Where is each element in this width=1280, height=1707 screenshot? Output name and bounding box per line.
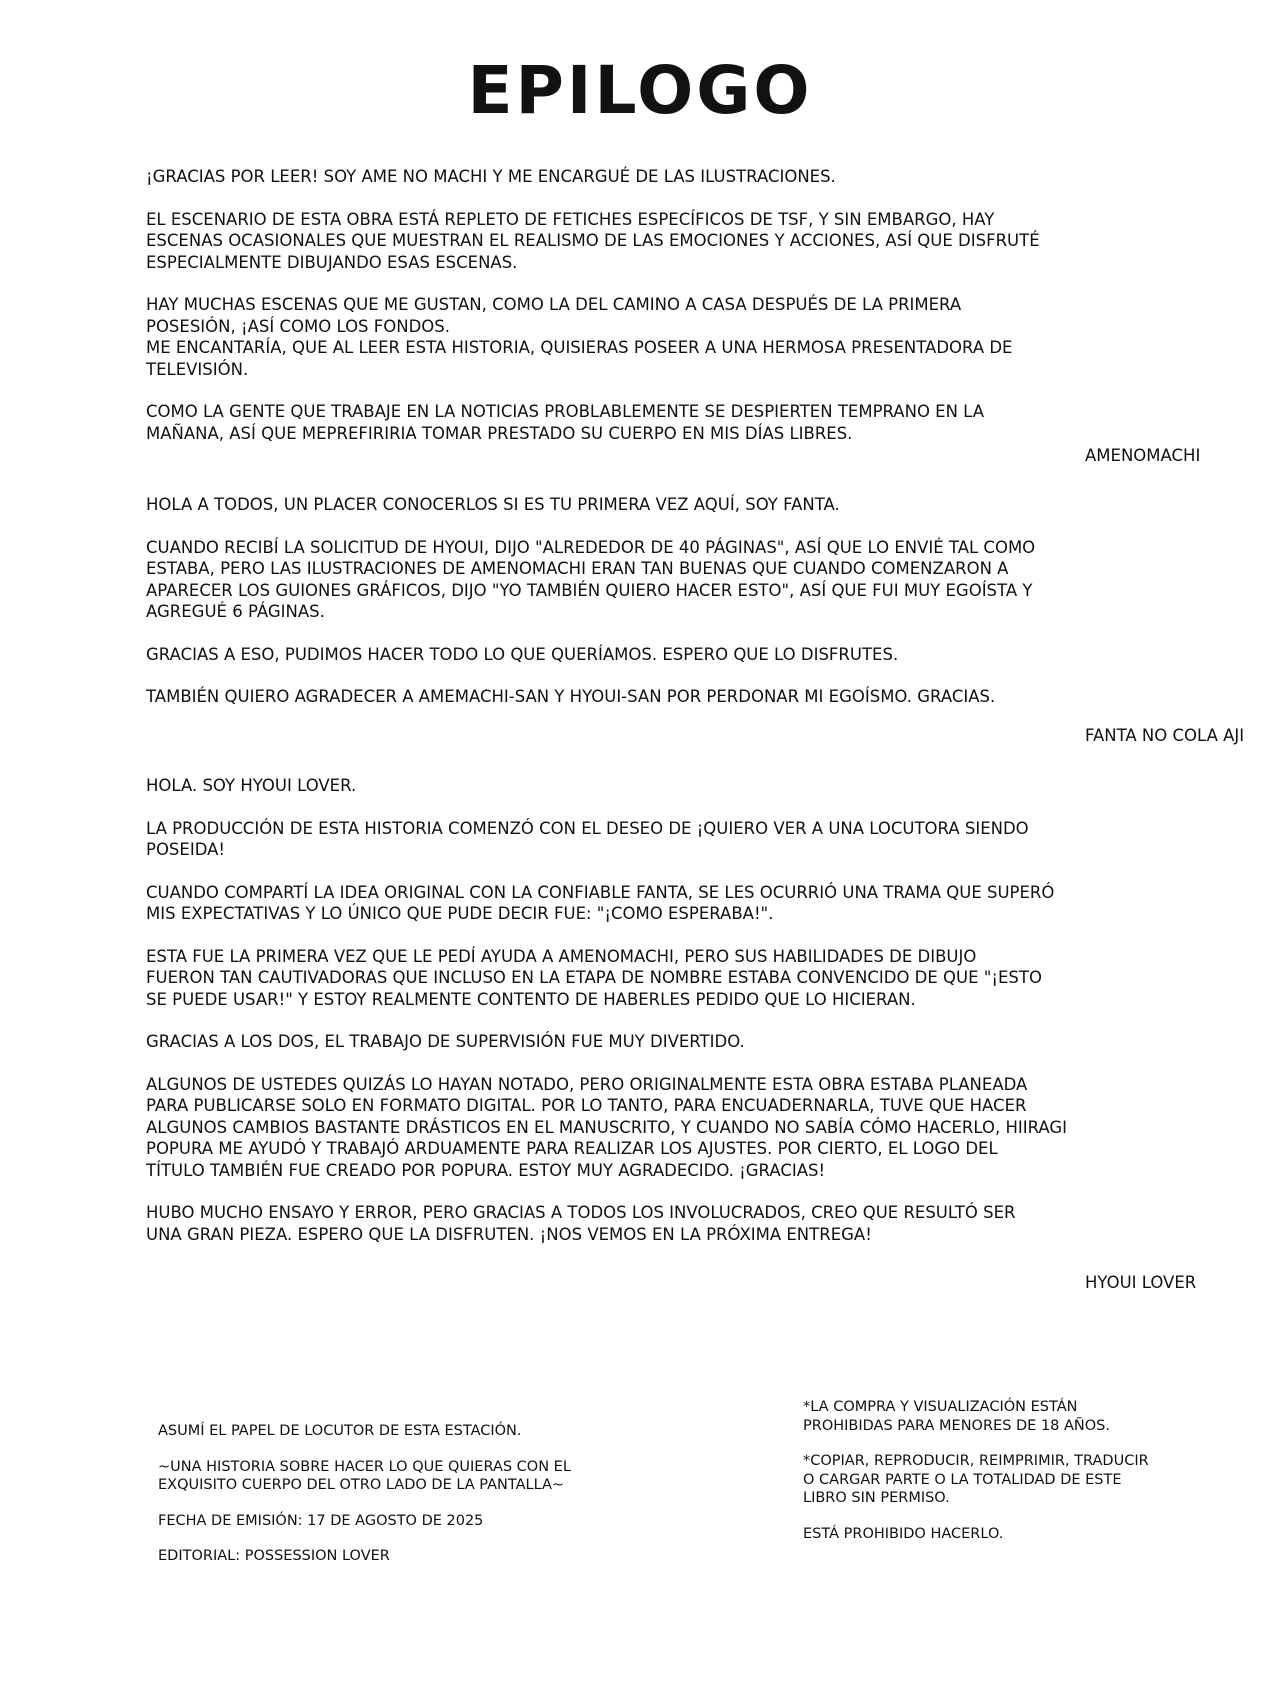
signature-amenomachi: AMENOMACHI (1085, 446, 1201, 465)
colophon-line: FECHA DE EMISIÓN: 17 DE AGOSTO DE 2025 (158, 1512, 484, 1529)
paragraph: ¡GRACIAS POR LEER! SOY AME NO MACHI Y ME ENCARGUÉ DE LAS ILUSTRACIONES. (146, 167, 836, 186)
paragraph: LA PRODUCCIÓN DE ESTA HISTORIA COMENZÓ CON EL DESEO DE ¡QUIERO VER A UNA LOCUTORA SIENDO POSEIDA! (146, 818, 1029, 859)
signature-hyoui-lover: HYOUI LOVER (1085, 1273, 1197, 1292)
notice-line: ESTÁ PROHIBIDO HACERLO. (803, 1525, 1004, 1542)
page-title: EPILOGO (467, 52, 813, 129)
paragraph: HUBO MUCHO ENSAYO Y ERROR, PERO GRACIAS A TODOS LOS INVOLUCRADOS, CREO QUE RESULTÓ SER UNA GRAN PIEZA. ESPERO QUE LA DISFRUTEN. ¡NOS VEMOS EN LA PRÓXIMA ENTREGA! (146, 1203, 1016, 1244)
section-hyoui (146, 775, 1156, 1266)
paragraph: TAMBIÉN QUIERO AGRADECER A AMEMACHI-SAN Y HYOUI-SAN POR PERDONAR MI EGOÍSMO. GRACIAS. (146, 687, 996, 706)
colophon-line: ASUMÍ EL PAPEL DE LOCUTOR DE ESTA ESTACIÓN. (158, 1423, 522, 1439)
paragraph: HOLA A TODOS, UN PLACER CONOCERLOS SI ES TU PRIMERA VEZ AQUÍ, SOY FANTA. (146, 495, 840, 514)
notice-line: *LA COMPRA Y VISUALIZACIÓN ESTÁN PROHIBIDAS PARA MENORES DE 18 AÑOS. (803, 1399, 1110, 1434)
paragraph: ALGUNOS DE USTEDES QUIZÁS LO HAYAN NOTADO, PERO ORIGINALMENTE ESTA OBRA ESTABA PLANEADA PARA PUBLICARSE SOLO EN FORMATO DIGITAL. POR LO TANTO, PARA ENCUADERNARLA, TUVE QUE HACER ALGUNOS CAMBIOS BASTANTE DRÁSTICOS EN EL MANUSCRITO, Y CUANDO NO SABÍA CÓMO HACERLO, HIIRAGI POPURA ME AYUDÓ Y TRABAJÓ ARDUAMENTE PARA REALIZAR LOS AJUSTES. POR CIERTO, EL LOGO DEL TÍTULO TAMBIÉN FUE CREADO POR POPURA. ESTOY MUY AGRADECIDO. ¡GRACIAS! (146, 1074, 1068, 1180)
paragraph: HOLA. SOY HYOUI LOVER. (146, 776, 357, 795)
legal-notice (803, 1398, 1203, 1560)
section-fanta (146, 494, 1156, 729)
afterword-body (146, 166, 1156, 465)
paragraph: CUANDO RECIBÍ LA SOLICITUD DE HYOUI, DIJO "ALREDEDOR DE 40 PÁGINAS", ASÍ QUE LO ENVIÉ TAL COMO ESTABA, PERO LAS ILUSTRACIONES DE AMENOMACHI ERAN TAN BUENAS QUE CUANDO COMENZARON A APARECER LOS GUIONES GRÁFICOS, DIJO "YO TAMBIÉN QUIERO HACER ESTO", ASÍ QUE FUI MUY EGOÍSTA Y AGREGUÉ 6 PÁGINAS. (146, 537, 1036, 621)
paragraph: ESTA FUE LA PRIMERA VEZ QUE LE PEDÍ AYUDA A AMENOMACHI, PERO SUS HABILIDADES DE DIBUJO FUERON TAN CAUTIVADORAS QUE INCLUSO EN LA ETAPA DE NOMBRE ESTABA CONVENCIDO DE QUE "¡ESTO SE PUEDE USAR!" Y ESTOY REALMENTE CONTENTO DE HABERLES PEDIDO QUE LO HICIERAN. (146, 946, 1042, 1009)
section-amenomachi (146, 166, 1156, 444)
colophon-line: ~UNA HISTORIA SOBRE HACER LO QUE QUIERAS CON EL EXQUISITO CUERPO DEL OTRO LADO DE LA PANTALLA~ (158, 1458, 571, 1493)
paragraph: CUANDO COMPARTÍ LA IDEA ORIGINAL CON LA CONFIABLE FANTA, SE LES OCURRIÓ UNA TRAMA QUE SUPERÓ MIS EXPECTATIVAS Y LO ÚNICO QUE PUDE DECIR FUE: "¡COMO ESPERABA!". (146, 882, 1055, 923)
paragraph: GRACIAS A LOS DOS, EL TRABAJO DE SUPERVISIÓN FUE MUY DIVERTIDO. (146, 1032, 745, 1051)
colophon-line: EDITORIAL: POSSESSION LOVER (158, 1548, 390, 1564)
colophon-info (158, 1422, 678, 1583)
paragraph: HAY MUCHAS ESCENAS QUE ME GUSTAN, COMO LA DEL CAMINO A CASA DESPUÉS DE LA PRIMERA POSESIÓN, ¡ASÍ COMO LOS FONDOS. ME ENCANTARÍA, QUE AL LEER ESTA HISTORIA, QUISIERAS POSEER A UNA HERMOSA PRESENTADORA DE TELEVISIÓN. (146, 295, 1013, 379)
paragraph: EL ESCENARIO DE ESTA OBRA ESTÁ REPLETO DE FETICHES ESPECÍFICOS DE TSF, Y SIN EMBARGO, HAY ESCENAS OCASIONALES QUE MUESTRAN EL REALISMO DE LAS EMOCIONES Y ACCIONES, ASÍ QUE DISFRUTÉ ESPECIALMENTE DIBUJANDO ESAS ESCENAS. (146, 209, 1040, 272)
paragraph: COMO LA GENTE QUE TRABAJE EN LA NOTICIAS PROBLABLEMENTE SE DESPIERTEN TEMPRANO EN LA MAÑANA, ASÍ QUE MEPREFIRIRIA TOMAR PRESTADO SU CUERPO EN MIS DÍAS LIBRES. (146, 402, 985, 443)
notice-line: *COPIAR, REPRODUCIR, REIMPRIMIR, TRADUCIR O CARGAR PARTE O LA TOTALIDAD DE ESTE LIBRO SIN PERMISO. (803, 1453, 1149, 1506)
signature-fanta: FANTA NO COLA AJI (1085, 726, 1245, 745)
paragraph: GRACIAS A ESO, PUDIMOS HACER TODO LO QUE QUERÍAMOS. ESPERO QUE LO DISFRUTES. (146, 644, 899, 664)
